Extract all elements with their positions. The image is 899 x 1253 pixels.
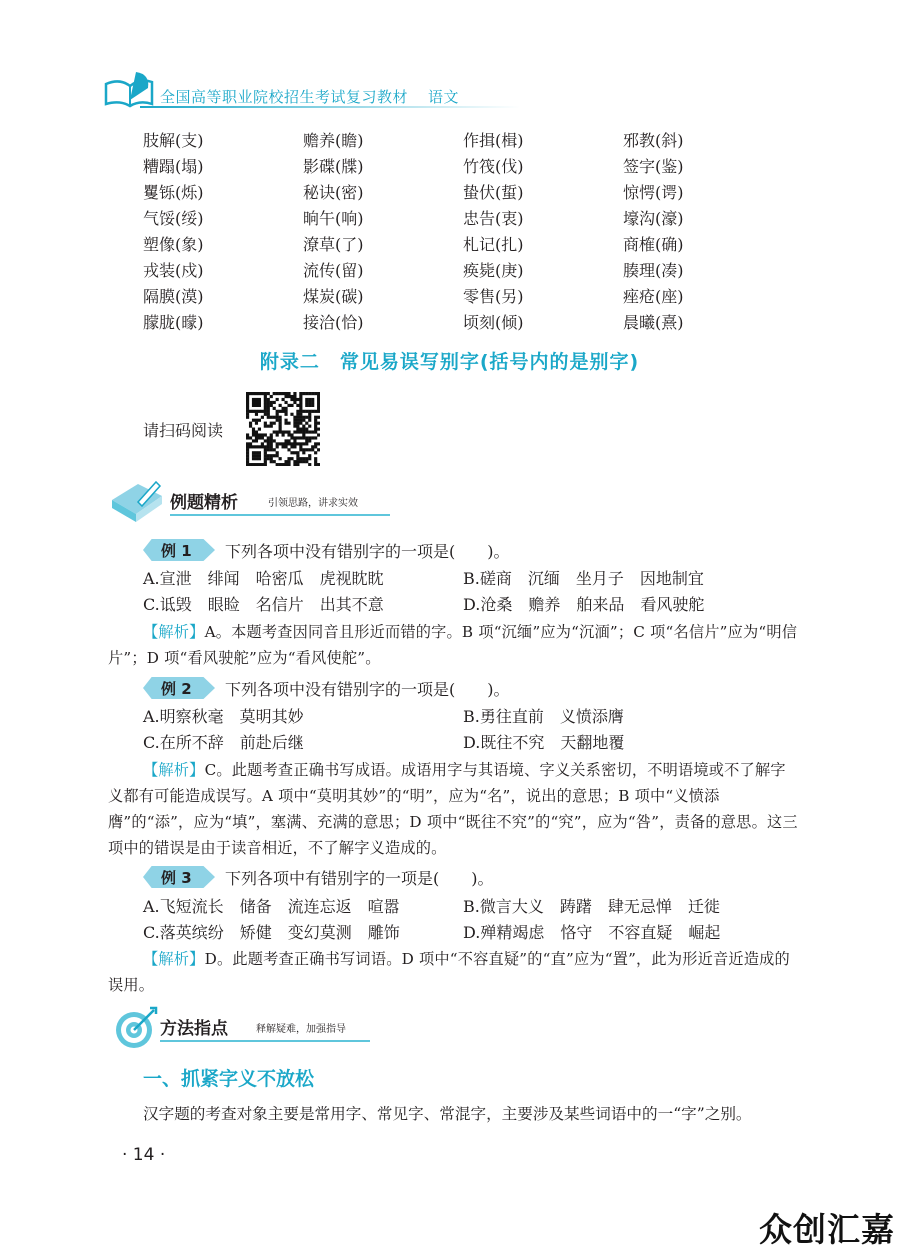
example-stem: 下列各项中没有错别字的一项是( )。 <box>225 541 510 561</box>
word-item: 煤炭(碳) <box>303 287 364 306</box>
word-item: 糟蹋(塌) <box>143 157 204 176</box>
word-item: 接洽(恰) <box>303 313 364 332</box>
page-number: · 14 · <box>122 1145 166 1165</box>
option-d: D.殚精竭虑 恪守 不容直疑 崛起 <box>463 923 721 942</box>
analysis-tag: 【解析】 <box>143 950 205 968</box>
example-stem: 下列各项中没有错别字的一项是( )。 <box>225 679 510 699</box>
header-rule <box>140 106 520 108</box>
word-list <box>143 128 703 336</box>
word-item: 晌午(响) <box>303 209 364 228</box>
example-2-options <box>143 704 803 756</box>
appendix-title: 附录二 常见易误写别字(括号内的是别字) <box>259 351 640 373</box>
section-subtitle: 释解疑难，加强指导 <box>256 1024 346 1035</box>
analysis-tag: 【解析】 <box>143 761 205 779</box>
option-a: A.明察秋毫 莫明其妙 <box>143 707 304 726</box>
running-header <box>100 70 520 116</box>
target-icon <box>112 1004 160 1052</box>
qr-code[interactable] <box>246 392 320 466</box>
book-pen-icon <box>108 478 166 526</box>
option-a: A.飞短流长 储备 流连忘返 喧嚣 <box>143 897 400 916</box>
word-item: 痪毙(庚) <box>463 261 524 280</box>
option-d: D.沧桑 赡养 舶来品 看风驶舵 <box>463 595 705 614</box>
header-subject: 语文 <box>428 88 460 106</box>
word-item: 流传(留) <box>303 261 364 280</box>
word-item: 影碟(牒) <box>303 157 364 176</box>
section-underline <box>160 1040 370 1042</box>
section-title: 方法指点 <box>160 1019 228 1039</box>
option-d: D.既往不究 天翻地覆 <box>463 733 625 752</box>
example-badge: 例 1 <box>143 539 215 561</box>
option-c: C.在所不辞 前赴后继 <box>143 733 304 752</box>
word-item: 忠告(衷) <box>463 209 524 228</box>
word-item: 商榷(确) <box>623 235 684 254</box>
option-c: C.诋毁 眼睑 名信片 出其不意 <box>143 595 384 614</box>
example-2-heading <box>143 675 510 701</box>
word-item: 痤疮(座) <box>623 287 684 306</box>
quill-book-icon <box>100 70 156 110</box>
example-badge: 例 2 <box>143 677 215 699</box>
word-item: 腠理(凑) <box>623 261 684 280</box>
example-2-analysis: 【解析】C。此题考查正确书写成语。成语用字与其语境、字义关系密切，不明语境或不了解字义都有可能造成误写。A 项中“莫明其妙”的“明”，应为“名”，说出的意思；B 项中“义愤添膺”的“添”，应为“填”，塞满、充满的意思；D 项中“既往不究”的“究”，应为“咎”，责备的意思。这三项中的错误是由于读音相近，不了解字义造成的。 <box>108 761 798 857</box>
word-item: 签字(鉴) <box>623 157 684 176</box>
word-item: 潦草(了) <box>303 235 364 254</box>
word-item: 零售(另) <box>463 287 524 306</box>
word-item: 晨曦(熹) <box>623 313 684 332</box>
option-b: B.勇往直前 义愤添膺 <box>463 707 624 726</box>
header-title: 全国高等职业院校招生考试复习教材 语文 <box>160 88 460 106</box>
word-item: 朦胧(曚) <box>143 313 204 332</box>
word-item: 隔膜(漠) <box>143 287 204 306</box>
example-badge: 例 3 <box>143 866 215 888</box>
word-item: 塑像(象) <box>143 235 204 254</box>
option-c: C.落英缤纷 矫健 变幻莫测 雕饰 <box>143 923 400 942</box>
word-item: 秘诀(密) <box>303 183 364 202</box>
word-item: 惊愕(谔) <box>623 183 684 202</box>
word-item: 竹筏(伐) <box>463 157 524 176</box>
example-3-options <box>143 894 803 946</box>
word-item: 壕沟(濠) <box>623 209 684 228</box>
qr-label: 请扫码阅读 <box>143 421 224 440</box>
example-1-analysis: 【解析】A。本题考查因同音且形近而错的字。B 项“沉缅”应为“沉湎”；C 项“名信片”应为“明信片”；D 项“看风驶舵”应为“看风使舵”。 <box>108 623 798 667</box>
analysis-tag: 【解析】 <box>143 623 205 641</box>
example-1-options <box>143 566 803 618</box>
section-method-heading <box>108 1004 388 1054</box>
word-item: 顷刻(倾) <box>463 313 524 332</box>
word-item: 戎装(戍) <box>143 261 204 280</box>
word-item: 作揖(楫) <box>463 131 524 150</box>
watermark: 众创汇嘉 <box>759 1210 895 1249</box>
section-underline <box>170 514 390 516</box>
section-subtitle: 引领思路，讲求实效 <box>268 498 358 509</box>
word-item: 矍铄(烁) <box>143 183 204 202</box>
section-title: 例题精析 <box>170 493 238 513</box>
word-item: 蛰伏(蜇) <box>463 183 524 202</box>
word-item: 邪教(斜) <box>623 131 684 150</box>
section-examples-heading <box>108 478 408 528</box>
body-paragraph: 汉字题的考查对象主要是常用字、常见字、常混字，主要涉及某些词语中的一“字”之别。 <box>143 1105 752 1123</box>
example-3-analysis: 【解析】D。此题考查正确书写词语。D 项中“不容直疑”的“直”应为“置”，此为形近音近造成的误用。 <box>108 950 790 994</box>
subheading: 一、抓紧字义不放松 <box>143 1068 315 1090</box>
option-b: B.微言大义 踌躇 肆无忌惮 迁徙 <box>463 897 720 916</box>
word-item: 札记(扎) <box>463 235 524 254</box>
word-item: 赡养(瞻) <box>303 131 364 150</box>
example-3-heading <box>143 864 494 890</box>
option-b: B.磋商 沉缅 坐月子 因地制宜 <box>463 569 704 588</box>
example-stem: 下列各项中有错别字的一项是( )。 <box>225 868 494 888</box>
word-item: 气馁(绥) <box>143 209 204 228</box>
option-a: A.宣泄 绯闻 哈密瓜 虎视眈眈 <box>143 569 384 588</box>
word-item: 肢解(支) <box>143 131 204 150</box>
example-1-heading <box>143 537 510 563</box>
